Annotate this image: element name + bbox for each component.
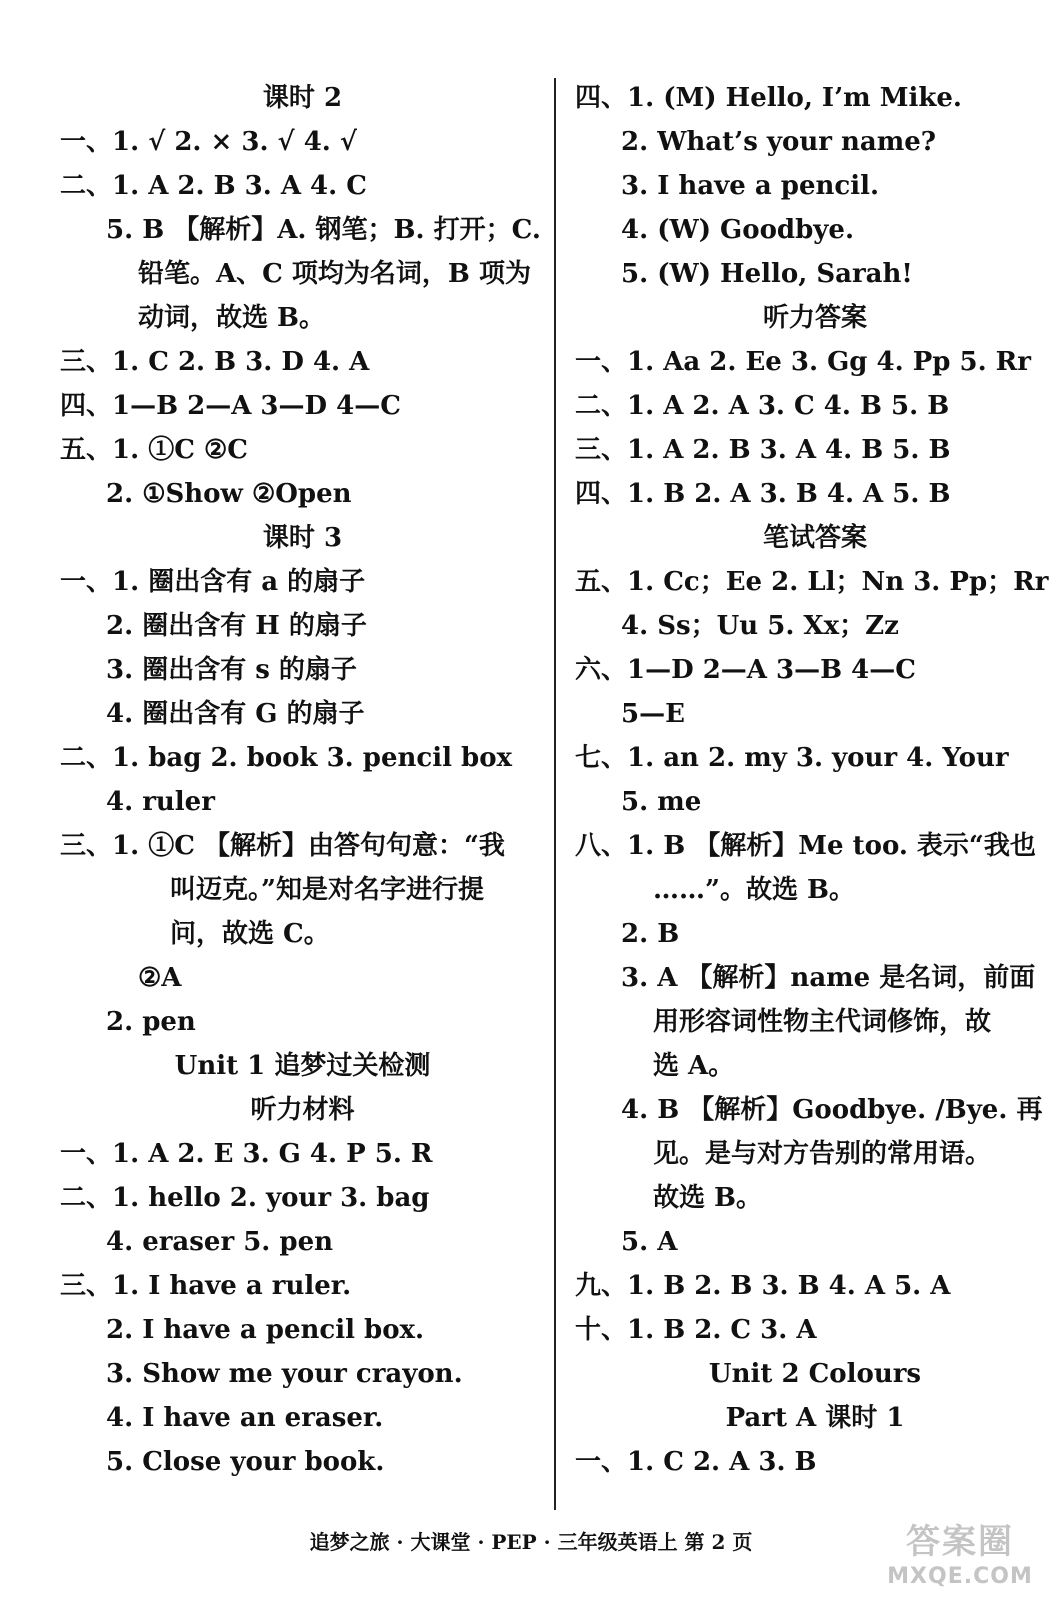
answer-line: 4. eraser 5. pen (106, 1227, 334, 1257)
answer-line: 三、1. A 2. B 3. A 4. B 5. B (575, 435, 951, 465)
answer-line: 故选 B。 (653, 1183, 763, 1213)
answer-line: 二、1. A 2. A 3. C 4. B 5. B (575, 391, 950, 421)
answer-line: 5. (W) Hello, Sarah! (621, 259, 913, 289)
column-divider (554, 78, 556, 1510)
answer-line: ②A (138, 963, 182, 993)
answer-line: 叫迈克。”知是对名字进行提 (170, 875, 484, 905)
answer-line: 二、1. bag 2. book 3. pencil box (60, 743, 513, 773)
answer-line: 问，故选 C。 (170, 919, 330, 949)
answer-line: 4. I have an eraser. (106, 1403, 384, 1433)
answer-line: 九、1. B 2. B 3. B 4. A 5. A (575, 1271, 951, 1301)
answer-line: 三、1. C 2. B 3. D 4. A (60, 347, 370, 377)
answer-line: 一、1. 圈出含有 a 的扇子 (60, 567, 366, 597)
answer-line: 一、1. A 2. E 3. G 4. P 5. R (60, 1139, 433, 1169)
answer-line: 见。是与对方告别的常用语。 (653, 1139, 992, 1169)
section-heading: 课时 2 (262, 83, 343, 113)
watermark-url: MXQE.COM (887, 1564, 1033, 1589)
answer-line: 铅笔。A、C 项均为名词，B 项为 (138, 259, 531, 289)
answer-line: 三、1. I have a ruler. (60, 1271, 352, 1301)
answer-line: 3. Show me your crayon. (106, 1359, 463, 1389)
answer-line: 4. ruler (106, 787, 215, 817)
answer-line: 3. A 【解析】name 是名词，前面 (621, 963, 1036, 993)
section-heading: 听力材料 (250, 1095, 355, 1125)
answer-line: 2. B (621, 919, 680, 949)
answer-line: 3. I have a pencil. (621, 171, 880, 201)
answer-line: 六、1—D 2—A 3—B 4—C (575, 655, 916, 685)
answer-line: 5. B 【解析】A. 钢笔；B. 打开；C. (106, 215, 541, 245)
answer-line: 四、1. (M) Hello, I’m Mike. (575, 83, 962, 113)
watermark-title: 答案圈 (906, 1522, 1014, 1562)
answer-line: 选 A。 (653, 1051, 735, 1081)
answer-line: 一、1. √ 2. × 3. √ 4. √ (60, 127, 357, 157)
watermark-logo (872, 1520, 1048, 1594)
left-column (60, 76, 545, 1484)
answer-line: 五、1. Cc；Ee 2. Ll；Nn 3. Pp；Rr (575, 567, 1049, 597)
page-footer: 追梦之旅 · 大课堂 · PEP · 三年级英语上 第 2 页 (309, 1530, 753, 1554)
answer-line: 4. 圈出含有 G 的扇子 (106, 699, 365, 729)
section-heading: Part A 课时 1 (725, 1403, 905, 1433)
answer-line: 2. What’s your name? (621, 127, 937, 157)
answer-line: 5. Close your book. (106, 1447, 385, 1477)
answer-line: 2. pen (106, 1007, 196, 1037)
answer-line: 2. I have a pencil box. (106, 1315, 425, 1345)
answer-line: 四、1. B 2. A 3. B 4. A 5. B (575, 479, 951, 509)
answer-line: 4. (W) Goodbye. (621, 215, 854, 245)
section-heading: Unit 2 Colours (708, 1359, 922, 1389)
answer-line: 一、1. Aa 2. Ee 3. Gg 4. Pp 5. Rr (575, 347, 1031, 377)
answer-line: 5. A (621, 1227, 678, 1257)
answer-line: 三、1. ①C 【解析】由答句句意：“我 (60, 831, 505, 861)
answer-line: 十、1. B 2. C 3. A (575, 1315, 817, 1345)
answer-line: ……”。故选 B。 (653, 875, 855, 905)
answer-line: 3. 圈出含有 s 的扇子 (106, 655, 357, 685)
answer-line: 2. 圈出含有 H 的扇子 (106, 611, 367, 641)
answer-line: 2. ①Show ②Open (106, 479, 352, 509)
answer-line: 用形容词性物主代词修饰，故 (653, 1007, 992, 1037)
answer-line: 七、1. an 2. my 3. your 4. Your (575, 743, 1009, 773)
answer-line: 五、1. ①C ②C (60, 435, 248, 465)
right-column (575, 76, 1055, 1484)
answer-line: 二、1. A 2. B 3. A 4. C (60, 171, 367, 201)
answer-line: 二、1. hello 2. your 3. bag (60, 1183, 430, 1213)
section-heading: 笔试答案 (762, 523, 867, 553)
section-heading: Unit 1 追梦过关检测 (174, 1051, 431, 1081)
answer-line: 4. B 【解析】Goodbye. /Bye. 再 (621, 1095, 1043, 1125)
section-heading: 课时 3 (262, 523, 343, 553)
answer-line: 4. Ss；Uu 5. Xx；Zz (621, 611, 899, 641)
answer-line: 八、1. B 【解析】Me too. 表示“我也 (575, 831, 1036, 861)
answer-line: 一、1. C 2. A 3. B (575, 1447, 817, 1477)
answer-line: 四、1—B 2—A 3—D 4—C (60, 391, 401, 421)
section-heading: 听力答案 (762, 303, 867, 333)
answer-line: 动词，故选 B。 (138, 303, 326, 333)
answer-line: 5. me (621, 787, 702, 817)
answer-line: 5—E (621, 699, 685, 729)
